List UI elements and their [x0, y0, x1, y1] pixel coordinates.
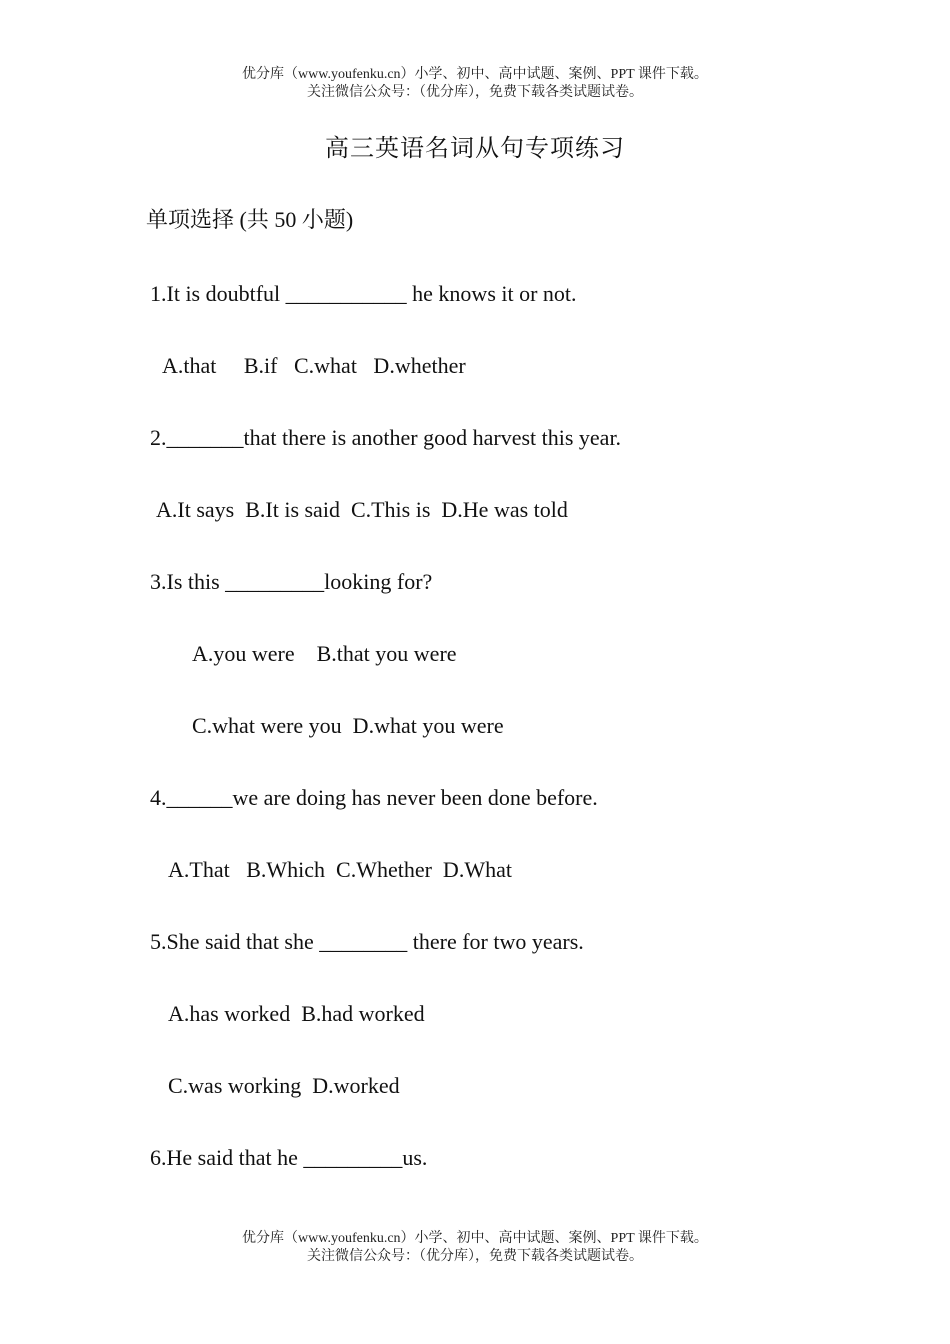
- header-banner-line-2: 关注微信公众号：（优分库），免费下载各类试题试卷。: [307, 85, 643, 100]
- section-heading: 单项选择 (共 50 小题): [146, 207, 354, 232]
- header-banner: [0, 66, 950, 102]
- question-5-options-line-2: C.was working D.worked: [168, 1073, 400, 1098]
- footer-banner: [0, 1230, 950, 1266]
- question-4: 4.______we are doing has never been done before.: [150, 785, 598, 810]
- question-1-options: A.that B.if C.what D.whether: [162, 353, 466, 378]
- document-title: 高三英语名词从句专项练习: [325, 136, 625, 162]
- question-3-options-line-1: A.you were B.that you were: [192, 641, 457, 666]
- question-2-options: A.It says B.It is said C.This is D.He was told: [156, 497, 568, 522]
- footer-banner-line-2: 关注微信公众号：（优分库），免费下载各类试题试卷。: [307, 1249, 643, 1264]
- question-6: 6.He said that he _________us.: [150, 1145, 428, 1170]
- question-5-options-line-1: A.has worked B.had worked: [168, 1001, 425, 1026]
- footer-banner-line-1: 优分库（www.youfenku.cn）小学、初中、高中试题、案例、PPT 课件下载。: [242, 1231, 708, 1246]
- question-2: 2._______that there is another good harvest this year.: [150, 425, 622, 450]
- header-banner-line-1: 优分库（www.youfenku.cn）小学、初中、高中试题、案例、PPT 课件下载。: [242, 67, 708, 82]
- question-4-options: A.That B.Which C.Whether D.What: [168, 857, 512, 882]
- question-3-options-line-2: C.what were you D.what you were: [192, 713, 504, 738]
- question-3: 3.Is this _________looking for?: [150, 569, 433, 594]
- question-1: 1.It is doubtful ___________ he knows it or not.: [150, 281, 577, 306]
- question-5: 5.She said that she ________ there for two years.: [150, 929, 584, 954]
